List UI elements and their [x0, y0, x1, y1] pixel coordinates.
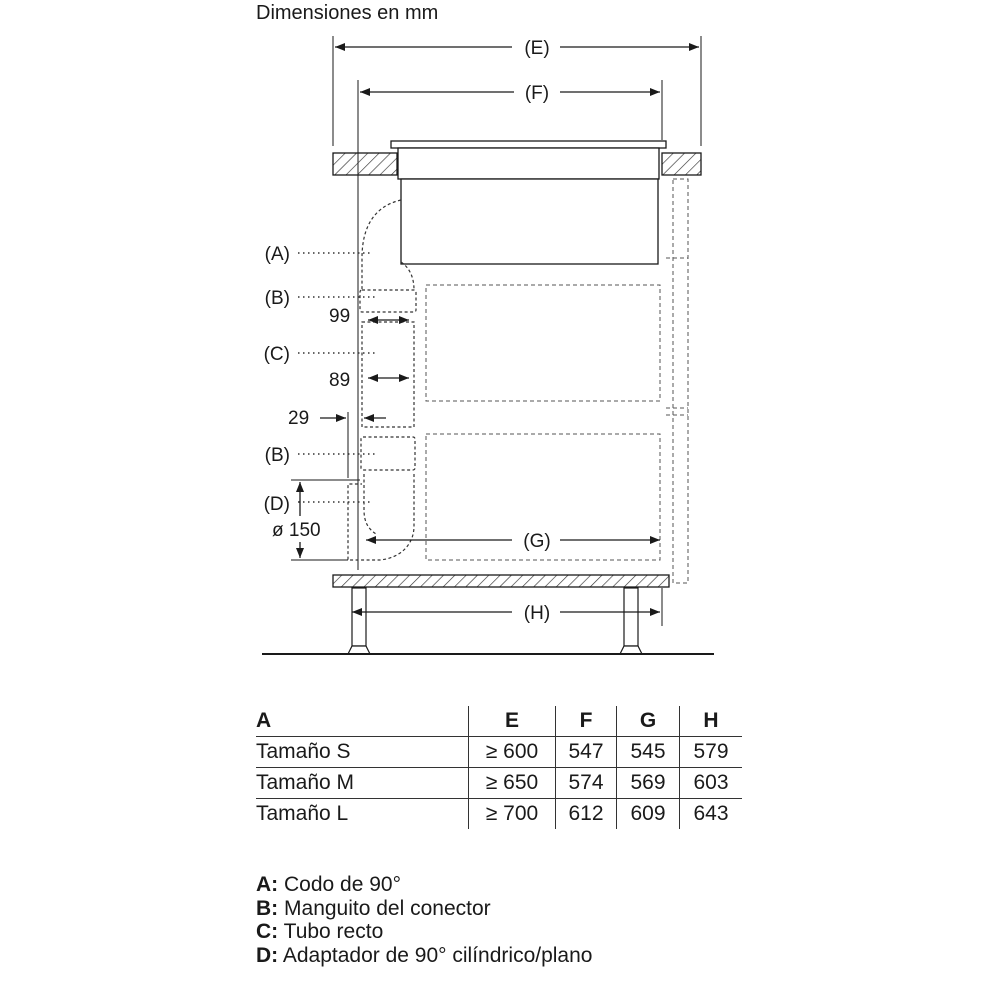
- measure-99: [329, 306, 409, 327]
- cell-h: 603: [680, 768, 743, 799]
- measure-150: [272, 480, 360, 560]
- header-e: E: [469, 706, 556, 737]
- cell-e: ≥ 700: [469, 799, 556, 830]
- cell-h: 643: [680, 799, 743, 830]
- measure-29: [288, 408, 386, 478]
- header-h: H: [680, 706, 743, 737]
- legend-item: [256, 920, 592, 944]
- row-name: Tamaño S: [256, 740, 351, 763]
- legend-key: B:: [256, 896, 279, 920]
- legend-text: Adaptador de 90° cilíndrico/plano: [282, 943, 593, 967]
- label-f: (F): [524, 83, 550, 104]
- value-89: 89: [329, 370, 351, 391]
- table-row: [256, 799, 742, 830]
- cabinet-legs: [348, 588, 642, 654]
- cell-f: 574: [556, 768, 617, 799]
- callout-d: (D): [263, 494, 290, 515]
- legend-key: D:: [256, 943, 279, 967]
- legend-text: Manguito del conector: [284, 896, 491, 920]
- label-g: (G): [523, 531, 551, 552]
- cell-h: 579: [680, 737, 743, 768]
- measure-89: [329, 370, 409, 391]
- legend-key: A:: [256, 873, 279, 896]
- callout-b-upper: (B): [264, 288, 290, 309]
- legend: [256, 873, 592, 967]
- value-29: 29: [288, 408, 310, 429]
- table-row: [256, 737, 742, 768]
- base-shelf: [333, 575, 669, 587]
- legend-item: [256, 897, 592, 921]
- table-row: [256, 768, 742, 799]
- dimension-f: [360, 83, 660, 104]
- callout-b-lower: (B): [264, 445, 290, 466]
- row-name: Tamaño L: [256, 802, 349, 825]
- label-e: (E): [524, 38, 550, 59]
- value-150: ø 150: [272, 520, 321, 541]
- callout-a: (A): [264, 244, 290, 265]
- value-99: 99: [329, 306, 351, 327]
- legend-text: Codo de 90°: [284, 873, 402, 896]
- header-a: A: [256, 709, 272, 732]
- hob-appliance: [391, 141, 666, 264]
- cell-g: 545: [617, 737, 680, 768]
- cell-e: ≥ 600: [469, 737, 556, 768]
- dimension-e: [335, 38, 699, 59]
- cell-g: 569: [617, 768, 680, 799]
- header-g: G: [617, 706, 680, 737]
- dimensions-table: [256, 706, 742, 829]
- cell-f: 547: [556, 737, 617, 768]
- cell-e: ≥ 650: [469, 768, 556, 799]
- dimension-h: [352, 588, 662, 626]
- legend-item: [256, 944, 592, 968]
- extension-lines: [333, 36, 701, 570]
- label-h: (H): [523, 603, 551, 624]
- diagram-title: Dimensiones en mm: [256, 2, 439, 24]
- legend-item: [256, 873, 592, 897]
- cell-f: 612: [556, 799, 617, 830]
- legend-key: C:: [256, 920, 279, 943]
- header-f: F: [556, 706, 617, 737]
- cell-g: 609: [617, 799, 680, 830]
- table-header-row: [256, 706, 742, 737]
- legend-text: Tubo recto: [283, 920, 384, 943]
- callout-c: (C): [263, 344, 290, 365]
- row-name: Tamaño M: [256, 771, 355, 794]
